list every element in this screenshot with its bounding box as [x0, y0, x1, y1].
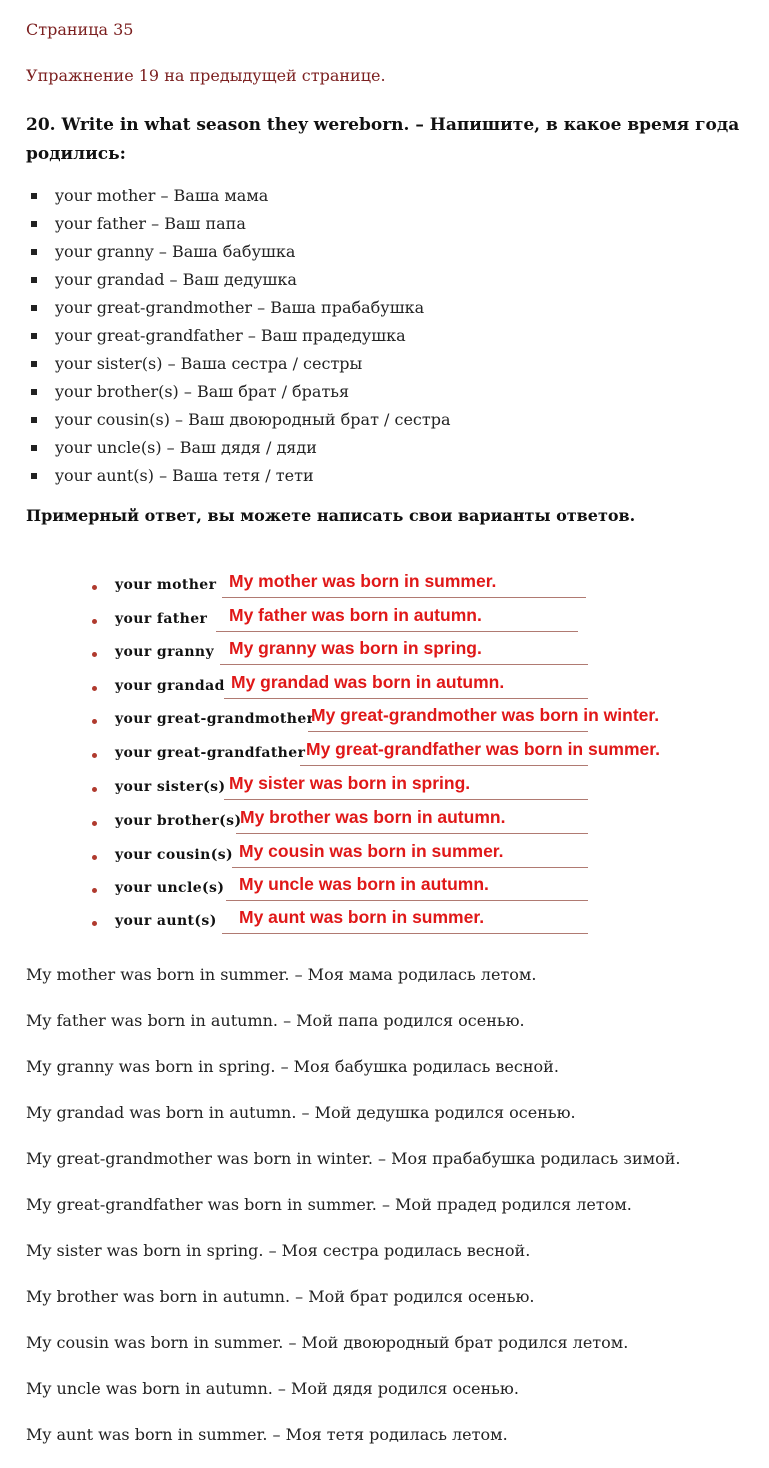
answer-line: [220, 664, 588, 665]
vocab-item: your granny – Ваша бабушка: [26, 238, 451, 266]
handwritten-answer: My granny was born in spring.: [229, 638, 482, 658]
previous-exercise-link[interactable]: Упражнение 19 на предыдущей странице.: [26, 66, 386, 85]
bullet-icon: [92, 921, 97, 926]
worksheet-label: your granny: [115, 644, 215, 660]
answer-line: [232, 867, 588, 868]
vocab-item: your cousin(s) – Ваш двоюродный брат / сестра: [26, 406, 451, 434]
translation-line: My sister was born in spring. – Моя сестра родилась весной.: [26, 1241, 531, 1260]
translation-line: My cousin was born in summer. – Мой двоюродный брат родился летом.: [26, 1333, 629, 1352]
translation-line: My aunt was born in summer. – Моя тетя родилась летом.: [26, 1425, 508, 1444]
answer-line: [308, 731, 588, 732]
vocab-item: your great-grandmother – Ваша прабабушка: [26, 294, 451, 322]
translation-line: My brother was born in autumn. – Мой брат родился осенью.: [26, 1287, 535, 1306]
worksheet-row: [0, 772, 769, 806]
handwritten-answer: My uncle was born in autumn.: [239, 874, 489, 894]
page-link[interactable]: Страница 35: [26, 20, 134, 39]
handwritten-answer: My mother was born in summer.: [229, 571, 497, 591]
exercise-title: 20. Write in what season they wereborn. – Напишите, в какое время года родились:: [26, 115, 740, 164]
translation-line: My granny was born in spring. – Моя бабушка родилась весной.: [26, 1057, 559, 1076]
worksheet-label: your brother(s): [115, 813, 242, 829]
handwritten-answer: My great-grandfather was born in summer.: [306, 739, 660, 759]
worksheet-label: your cousin(s): [115, 847, 234, 863]
worksheet-image: [0, 560, 769, 940]
translation-line: My grandad was born in autumn. – Мой дедушка родился осенью.: [26, 1103, 576, 1122]
worksheet-label: your grandad: [115, 678, 225, 694]
vocab-item: your mother – Ваша мама: [26, 182, 451, 210]
vocab-item: your brother(s) – Ваш брат / братья: [26, 378, 451, 406]
worksheet-row: [0, 873, 769, 907]
worksheet-label: your great-grandmother: [115, 711, 315, 727]
bullet-icon: [92, 585, 97, 590]
translation-line: My uncle was born in autumn. – Мой дядя родился осенью.: [26, 1379, 519, 1398]
bullet-icon: [92, 821, 97, 826]
bullet-icon: [92, 787, 97, 792]
vocab-item: your sister(s) – Ваша сестра / сестры: [26, 350, 451, 378]
worksheet-row: [0, 906, 769, 940]
vocab-item: your aunt(s) – Ваша тетя / тети: [26, 462, 451, 490]
answer-line: [224, 799, 588, 800]
handwritten-answer: My cousin was born in summer.: [239, 841, 504, 861]
answer-line: [226, 900, 588, 901]
handwritten-answer: My great-grandmother was born in winter.: [311, 705, 660, 725]
worksheet-row: [0, 738, 769, 772]
sample-answer-note: Примерный ответ, вы можете написать свои варианты ответов.: [26, 506, 636, 525]
handwritten-answer: My aunt was born in summer.: [239, 907, 485, 927]
vocab-item: your uncle(s) – Ваш дядя / дяди: [26, 434, 451, 462]
answer-line: [224, 698, 588, 699]
bullet-icon: [92, 855, 97, 860]
worksheet-label: your uncle(s): [115, 880, 225, 896]
worksheet-label: your mother: [115, 577, 217, 593]
bullet-icon: [92, 888, 97, 893]
bullet-icon: [92, 619, 97, 624]
translation-line: My father was born in autumn. – Мой папа родился осенью.: [26, 1011, 525, 1030]
translation-line: My great-grandfather was born in summer. – Мой прадед родился летом.: [26, 1195, 632, 1214]
worksheet-row: [0, 671, 769, 705]
worksheet-row: [0, 604, 769, 638]
worksheet-row: [0, 806, 769, 840]
worksheet-label: your sister(s): [115, 779, 226, 795]
translation-line: My mother was born in summer. – Моя мама родилась летом.: [26, 965, 537, 984]
answer-line: [222, 597, 586, 598]
handwritten-answer: My brother was born in autumn.: [240, 807, 506, 827]
worksheet-row: [0, 570, 769, 604]
translation-list: [26, 962, 681, 1468]
worksheet-label: your great-grandfather: [115, 745, 306, 761]
worksheet-row: [0, 637, 769, 671]
vocab-item: your great-grandfather – Ваш прадедушка: [26, 322, 451, 350]
answer-line: [236, 833, 588, 834]
vocab-item: your father – Ваш папа: [26, 210, 451, 238]
worksheet-row: [0, 704, 769, 738]
worksheet-row: [0, 840, 769, 874]
answer-line: [300, 765, 588, 766]
bullet-icon: [92, 719, 97, 724]
translation-line: My great-grandmother was born in winter. – Моя прабабушка родилась зимой.: [26, 1149, 681, 1168]
bullet-icon: [92, 686, 97, 691]
vocab-item: your grandad – Ваш дедушка: [26, 266, 451, 294]
bullet-icon: [92, 652, 97, 657]
answer-line: [222, 933, 588, 934]
handwritten-answer: My sister was born in spring.: [229, 773, 471, 793]
bullet-icon: [92, 753, 97, 758]
vocabulary-list: [26, 182, 451, 490]
answer-line: [216, 631, 578, 632]
worksheet-label: your father: [115, 611, 208, 627]
handwritten-answer: My grandad was born in autumn.: [231, 672, 505, 692]
handwritten-answer: My father was born in autumn.: [229, 605, 482, 625]
worksheet-label: your aunt(s): [115, 913, 217, 929]
